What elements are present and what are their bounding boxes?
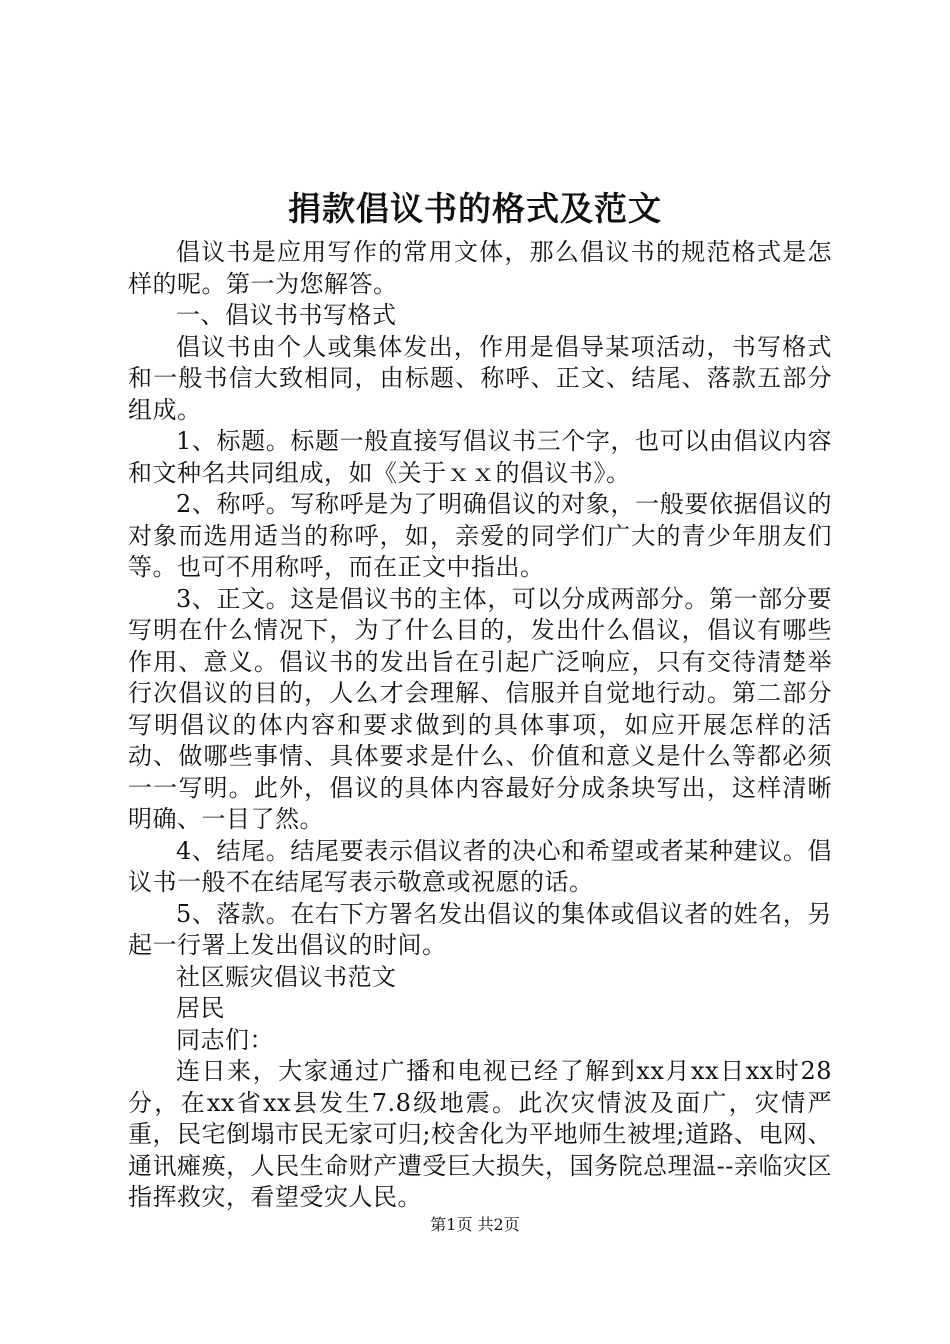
sample-addressee: 居民 [176,994,225,1022]
sample-heading: 社区赈灾倡议书范文 [176,962,397,991]
section-heading-format: 一、倡议书书写格式 [176,301,397,329]
paragraph-body-rule: 3、正文。这是倡议书的主体，可以分成两部分。第一部分要写明在什么情况下，为了什么目的，发出什么倡议，倡议有哪些作用、意义。倡议书的发出旨在引起广泛响应，只有交待清楚举行次倡议的目的，人么才会理解、信服并自觉地行动。第二部分写明倡议的体内容和要求做到的具体事项，如应开展怎样的活动、做哪些事情、具体要求是什么、价值和意义是什么等都必须一一写明。此外，倡议的具体内容最好分成条块写出，这样清晰明确、一目了然。 [128,584,832,833]
paragraph-closing-rule: 4、结尾。结尾要表示倡议者的决心和希望或者某种建议。倡议书一般不在结尾写表示敬意或祝愿的话。 [128,836,832,896]
document-body [128,237,832,1214]
sample-salutation: 同志们： [176,1025,274,1054]
paragraph-title-rule: 1、标题。标题一般直接写倡议书三个字，也可以由倡议内容和文种名共同组成，如《关于ｘｘ的倡议书》。 [128,427,832,487]
paragraph-signature-rule: 5、落款。在右下方署名发出倡议的集体或倡议者的姓名，另起一行署上发出倡议的时间。 [128,899,832,959]
paragraph-overview: 倡议书由个人或集体发出，作用是倡导某项活动，书写格式和一般书信大致相同，由标题、称呼、正文、结尾、落款五部分组成。 [128,332,832,424]
page-number-footer: 第1页 共2页 [430,1215,520,1234]
paragraph-salutation-rule: 2、称呼。写称呼是为了明确倡议的对象，一般要依据倡议的对象而选用适当的称呼，如，亲爱的同学们广大的青少年朋友们等。也可不用称呼，而在正文中指出。 [128,490,832,581]
sample-body-paragraph: 连日来，大家通过广播和电视已经了解到xx月xx日xx时28分，在xx省xx县发生7.8级地震。此次灾情波及面广，灾情严重，民宅倒塌市民无家可归;校舍化为平地师生被埋;道路、电网、通讯瘫痪，人民生命财产遭受巨大损失，国务院总理温--亲临灾区指挥救灾，看望受灾人民。 [128,1057,832,1211]
paragraph-intro: 倡议书是应用写作的常用文体，那么倡议书的规范格式是怎样的呢。第一为您解答。 [128,238,832,298]
document-title: 捐款倡议书的格式及范文 [288,189,662,228]
